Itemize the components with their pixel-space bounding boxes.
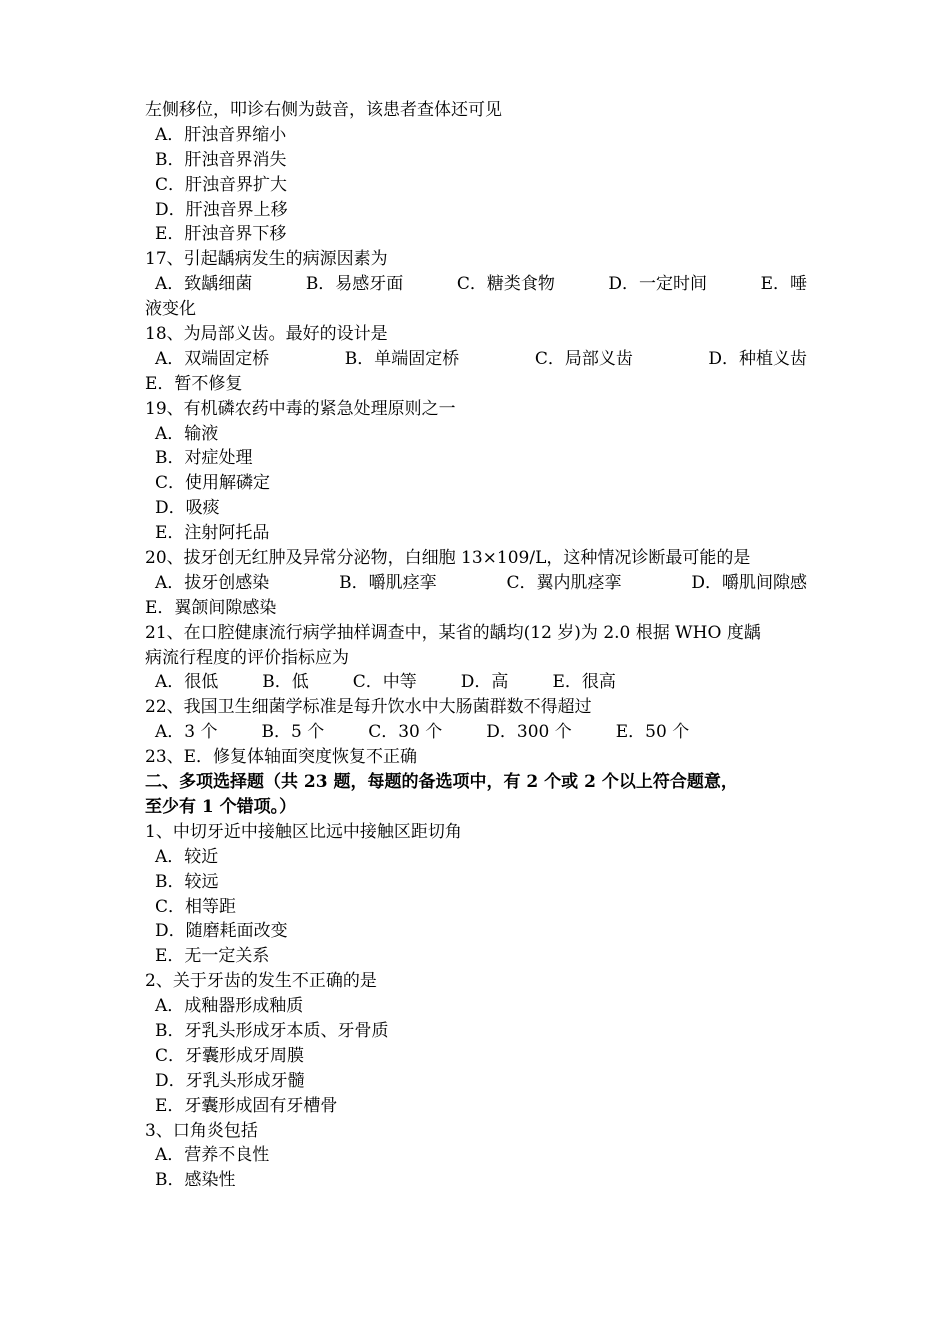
option-text: D．高 <box>460 672 509 693</box>
option-text: E．很高 <box>552 672 616 693</box>
question-text: 2、关于牙齿的发生不正确的是 <box>145 971 377 992</box>
option-text: C．糖类食物 <box>456 274 555 295</box>
option-text: D．吸痰 <box>155 498 220 519</box>
option-row <box>145 347 807 372</box>
question-text: 23、E．修复体轴面突度恢复不正确 <box>145 747 418 768</box>
option-text: A．输液 <box>155 423 219 444</box>
question-text: 18、为局部义齿。最好的设计是 <box>145 324 388 345</box>
option-text: E．无一定关系 <box>155 946 270 967</box>
option-text: E．唾 <box>760 274 807 295</box>
option-text: C．肝浊音界扩大 <box>155 174 288 195</box>
question-text: 病流行程度的评价指标应为 <box>145 647 349 668</box>
option-text: E．50 个 <box>615 722 690 743</box>
option-text: A．双端固定桥 <box>155 348 270 369</box>
option-row <box>145 720 807 745</box>
option-text: B．肝浊音界消失 <box>155 149 287 170</box>
option-text: A．营养不良性 <box>155 1145 270 1166</box>
option-text: C．局部义齿 <box>534 348 633 369</box>
option-text: B．低 <box>262 672 309 693</box>
option-text: A．较近 <box>155 846 219 867</box>
option-text: C．30 个 <box>368 722 443 743</box>
option-text: D．300 个 <box>486 722 572 743</box>
option-text: B．嚼肌痉挛 <box>339 572 437 593</box>
question-text: 22、我国卫生细菌学标准是每升饮水中大肠菌群数不得超过 <box>145 697 592 718</box>
option-text: A．很低 <box>155 672 219 693</box>
question-text: E．翼颌间隙感染 <box>145 597 277 618</box>
question-text: 3、口角炎包括 <box>145 1120 258 1141</box>
question-text: 21、在口腔健康流行病学抽样调查中，某省的龋均(12 岁)为 2.0 根据 WHO 度龋 <box>145 622 761 643</box>
option-text: E．注射阿托品 <box>155 523 270 544</box>
option-text: B．5 个 <box>261 722 325 743</box>
question-text: 左侧移位，叩诊右侧为鼓音，该患者查体还可见 <box>145 100 502 120</box>
question-text: 液变化 <box>145 299 196 320</box>
option-text: B．牙乳头形成牙本质、牙骨质 <box>155 1020 389 1041</box>
question-text: E．暂不修复 <box>145 373 243 394</box>
option-text: A．成釉器形成釉质 <box>155 996 304 1017</box>
option-text: D．嚼肌间隙感 <box>691 572 807 593</box>
section-heading: 至少有 1 个错项。） <box>145 796 297 817</box>
document-body <box>145 98 807 1193</box>
option-text: D．种植义齿 <box>708 348 807 369</box>
option-text: A．肝浊音界缩小 <box>155 124 287 145</box>
option-text: E．肝浊音界下移 <box>155 224 287 245</box>
question-text: 19、有机磷农药中毒的紧急处理原则之一 <box>145 398 456 419</box>
option-text: C．翼内肌痉挛 <box>506 572 622 593</box>
option-text: B．易感牙面 <box>305 274 404 295</box>
question-text: 20、拔牙创无红肿及异常分泌物，白细胞 13×109/L，这种情况诊断最可能的是 <box>145 548 751 569</box>
option-text: C．使用解磷定 <box>155 473 271 494</box>
option-text: C．牙囊形成牙周膜 <box>155 1045 305 1066</box>
option-text: B．感染性 <box>155 1170 236 1191</box>
option-text: B．单端固定桥 <box>344 348 460 369</box>
option-text: B．对症处理 <box>155 448 253 469</box>
option-text: D．肝浊音界上移 <box>155 199 288 220</box>
option-text: A．致龋细菌 <box>155 274 253 295</box>
question-text: 1、中切牙近中接触区比远中接触区距切角 <box>145 821 462 842</box>
option-text: D．牙乳头形成牙髓 <box>155 1070 305 1091</box>
section-heading: 二、多项选择题（共 23 题，每题的备选项中，有 2 个或 2 个以上符合题意， <box>145 772 738 793</box>
option-row <box>145 670 807 695</box>
option-text: C．中等 <box>352 672 417 693</box>
question-text: 17、引起龋病发生的病源因素为 <box>145 249 388 270</box>
option-row <box>145 272 807 297</box>
option-text: E．牙囊形成固有牙槽骨 <box>155 1095 338 1116</box>
option-text: C．相等距 <box>155 896 237 917</box>
option-row <box>145 571 807 596</box>
option-text: D．随磨耗面改变 <box>155 921 288 942</box>
option-text: A．3 个 <box>155 722 218 743</box>
option-text: D．一定时间 <box>608 274 708 295</box>
option-text: B．较远 <box>155 871 219 892</box>
option-text: A．拔牙创感染 <box>155 572 270 593</box>
